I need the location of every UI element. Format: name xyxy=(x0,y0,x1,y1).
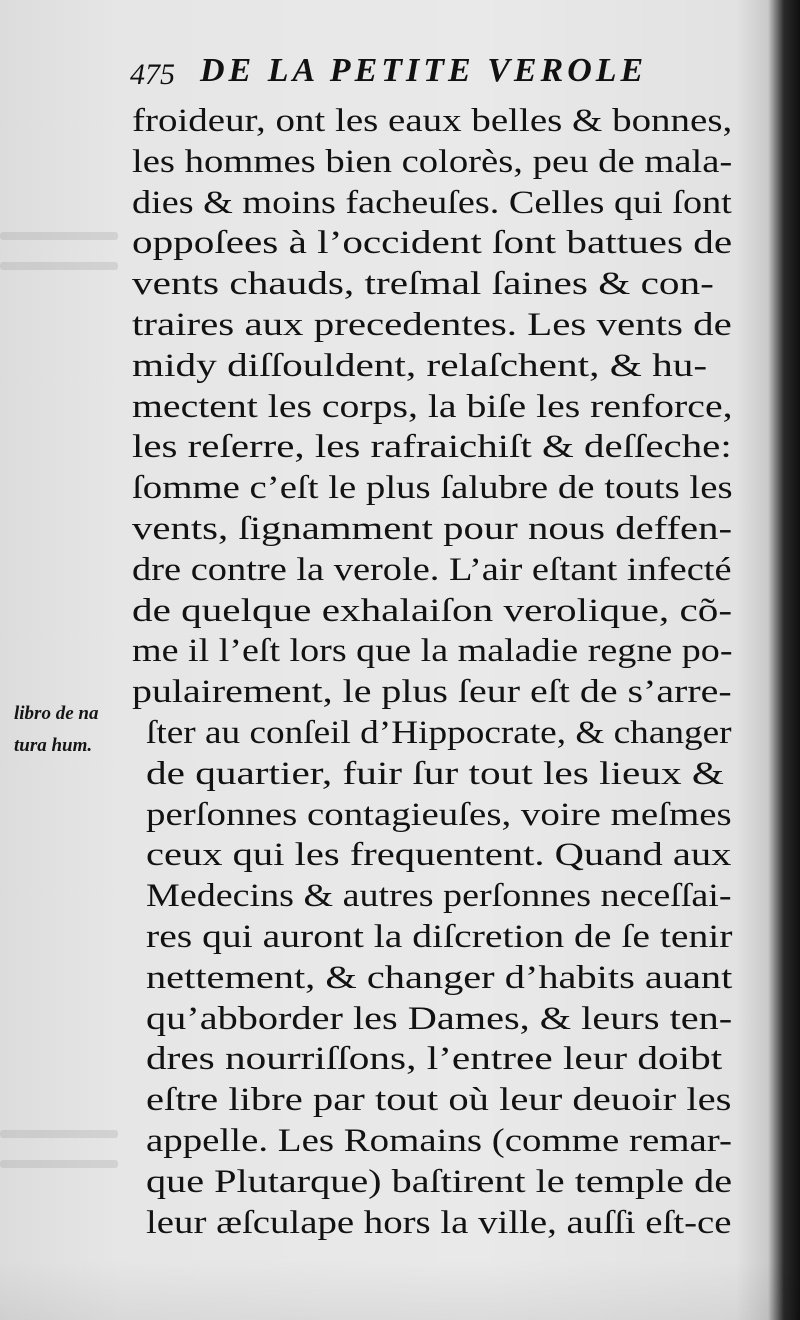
text-line: que Plutarque) baſtirent le temple de xyxy=(146,1163,733,1200)
text-line: les reſerre, les rafraichiſt & deſſeche: xyxy=(132,429,732,466)
page-number: 475 xyxy=(130,58,175,91)
text-line: qu’abborder les Dames, & leurs ten- xyxy=(146,1000,733,1037)
marginal-note-line: libro de na xyxy=(14,703,99,724)
text-line: nettement, & changer d’habits auant xyxy=(146,959,733,996)
text-line: ſter au conſeil d’Hippocrate, & changer xyxy=(146,715,732,751)
text-line: les hommes bien colorès, peu de mala- xyxy=(132,143,733,180)
text-line: pulairement, le plus ſeur eſt de s’arre- xyxy=(132,674,732,711)
text-line: dies & moins facheuſes. Celles qui ſont xyxy=(132,184,732,221)
marginal-note-line: tura hum. xyxy=(14,735,93,756)
text-line: oppoſees à l’occident ſont battues de xyxy=(132,225,733,262)
running-title: DE LA PETITE VEROLE xyxy=(200,52,648,89)
page-header xyxy=(130,52,690,98)
bleed-through-mark xyxy=(0,232,118,240)
text-line: eſtre libre par tout où leur deuoir les xyxy=(146,1082,732,1119)
text-line: dre contre la verole. L’air eſtant infecté xyxy=(132,551,732,588)
text-line: de quartier, fuir ſur tout les lieux & xyxy=(146,755,724,792)
text-line: vents, ſignamment pour nous deffen- xyxy=(132,511,733,547)
text-line: appelle. Les Romains (comme remar- xyxy=(146,1123,732,1159)
text-line: mectent les corps, la biſe les renforce, xyxy=(132,388,733,425)
text-line: me il l’eſt lors que la maladie regne po- xyxy=(132,633,733,670)
text-line: midy diſſouldent, relaſchent, & hu- xyxy=(132,347,708,384)
text-line: traires aux precedentes. Les vents de xyxy=(132,307,732,343)
text-line: dres nourriſſons, l’entree leur doibt xyxy=(146,1041,723,1078)
text-line: res qui auront la diſcretion de ſe tenir xyxy=(146,919,733,955)
text-line: Medecins & autres perſonnes neceſſai- xyxy=(146,878,732,915)
text-line: froideur, ont les eaux belles & bonnes, xyxy=(132,103,733,139)
bleed-through-mark xyxy=(0,1130,118,1138)
page-shade xyxy=(0,1260,800,1320)
bleed-through-mark xyxy=(0,1160,118,1168)
text-line: ceux qui les frequentent. Quand aux xyxy=(146,837,732,874)
text-line: de quelque exhalaiſon verolique, cõ- xyxy=(132,592,733,629)
marginal-note xyxy=(14,698,134,762)
text-line: ſomme c’eſt le plus ſalubre de touts les xyxy=(132,470,733,507)
text-line: vents chauds, treſmal ſaines & con- xyxy=(132,266,714,303)
text-line: perſonnes contagieuſes, voire meſmes xyxy=(146,796,732,833)
text-line: leur æſculape hors la ville, auſſi eſt-ce xyxy=(146,1204,732,1241)
bleed-through-mark xyxy=(0,262,118,270)
